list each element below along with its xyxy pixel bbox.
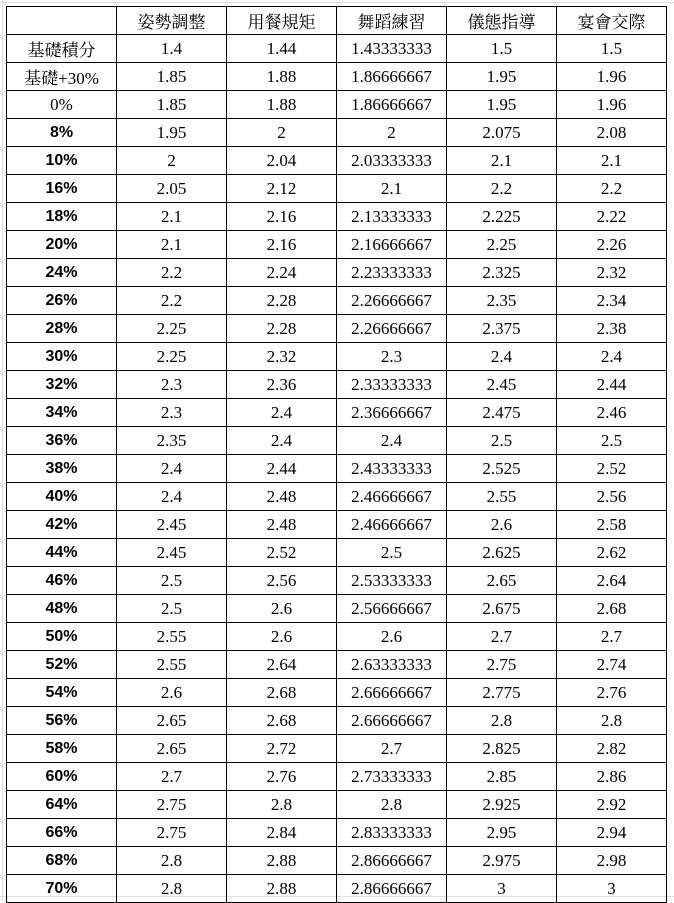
table-cell[interactable]: 2.675 xyxy=(447,595,557,623)
table-cell[interactable]: 2.4 xyxy=(447,343,557,371)
table-cell[interactable]: 2.4 xyxy=(117,455,227,483)
row-label[interactable]: 30% xyxy=(7,343,117,371)
table-cell[interactable]: 2.26666667 xyxy=(337,287,447,315)
table-row xyxy=(7,287,667,315)
row-label[interactable]: 44% xyxy=(7,539,117,567)
table-cell[interactable]: 2.64 xyxy=(557,567,667,595)
row-label[interactable]: 28% xyxy=(7,315,117,343)
table-cell[interactable]: 2.24 xyxy=(227,259,337,287)
table-cell[interactable]: 2.45 xyxy=(117,539,227,567)
table-row xyxy=(7,875,667,903)
table-row xyxy=(7,511,667,539)
row-label[interactable]: 16% xyxy=(7,175,117,203)
table-cell[interactable]: 2.85 xyxy=(447,763,557,791)
table-cell[interactable]: 2.63333333 xyxy=(337,651,447,679)
column-header[interactable]: 用餐規矩 xyxy=(227,7,337,35)
table-cell[interactable]: 2.75 xyxy=(447,651,557,679)
row-label[interactable]: 8% xyxy=(7,119,117,147)
table-cell[interactable]: 2 xyxy=(337,119,447,147)
table-cell[interactable]: 1.44 xyxy=(227,35,337,63)
table-cell[interactable]: 2.58 xyxy=(557,511,667,539)
table-row xyxy=(7,819,667,847)
table-cell[interactable]: 1.86666667 xyxy=(337,91,447,119)
table-row xyxy=(7,595,667,623)
table-cell[interactable]: 2.32 xyxy=(227,343,337,371)
table-cell[interactable]: 2.7 xyxy=(557,623,667,651)
column-header[interactable]: 宴會交際 xyxy=(557,7,667,35)
row-label[interactable]: 20% xyxy=(7,231,117,259)
table-cell[interactable]: 2.16666667 xyxy=(337,231,447,259)
row-label[interactable]: 18% xyxy=(7,203,117,231)
table-cell[interactable]: 2.88 xyxy=(227,875,337,903)
row-label[interactable]: 36% xyxy=(7,427,117,455)
row-label[interactable]: 68% xyxy=(7,847,117,875)
table-cell[interactable]: 2.5 xyxy=(447,427,557,455)
table-row xyxy=(7,679,667,707)
table-cell[interactable]: 2.48 xyxy=(227,511,337,539)
table-cell[interactable]: 2.23333333 xyxy=(337,259,447,287)
table-cell[interactable]: 2.33333333 xyxy=(337,371,447,399)
table-cell[interactable]: 1.5 xyxy=(557,35,667,63)
table-cell[interactable]: 1.96 xyxy=(557,63,667,91)
row-label[interactable]: 52% xyxy=(7,651,117,679)
grid-line xyxy=(0,2,674,3)
table-cell[interactable]: 2.35 xyxy=(117,427,227,455)
table-cell[interactable]: 2.94 xyxy=(557,819,667,847)
table-cell[interactable]: 2.36 xyxy=(227,371,337,399)
table-cell[interactable]: 2.22 xyxy=(557,203,667,231)
table-row xyxy=(7,91,667,119)
table-cell[interactable]: 2.92 xyxy=(557,791,667,819)
row-label[interactable]: 38% xyxy=(7,455,117,483)
table-cell[interactable]: 2.13333333 xyxy=(337,203,447,231)
table-cell[interactable]: 3 xyxy=(447,875,557,903)
table-cell[interactable]: 2.48 xyxy=(227,483,337,511)
table-cell[interactable]: 2.16 xyxy=(227,231,337,259)
table-cell[interactable]: 2.4 xyxy=(227,427,337,455)
table-cell[interactable]: 2.46666667 xyxy=(337,483,447,511)
table-cell[interactable]: 2.56 xyxy=(557,483,667,511)
table-cell[interactable]: 2.075 xyxy=(447,119,557,147)
table-cell[interactable]: 1.86666667 xyxy=(337,63,447,91)
table-cell[interactable]: 2.04 xyxy=(227,147,337,175)
table-cell[interactable]: 2.75 xyxy=(117,819,227,847)
table-row xyxy=(7,567,667,595)
table-cell[interactable]: 2.56666667 xyxy=(337,595,447,623)
column-header[interactable]: 舞蹈練習 xyxy=(337,7,447,35)
table-cell[interactable]: 2.4 xyxy=(557,343,667,371)
table-cell[interactable]: 1.95 xyxy=(447,91,557,119)
table-cell[interactable]: 2.82 xyxy=(557,735,667,763)
table-cell[interactable]: 2.5 xyxy=(117,595,227,623)
table-cell[interactable]: 2.6 xyxy=(227,595,337,623)
table-cell[interactable]: 2.1 xyxy=(557,147,667,175)
table-cell[interactable]: 2.03333333 xyxy=(337,147,447,175)
table-row xyxy=(7,483,667,511)
table-cell[interactable]: 2.6 xyxy=(337,623,447,651)
table-cell[interactable]: 2.625 xyxy=(447,539,557,567)
table-row xyxy=(7,203,667,231)
table-cell[interactable]: 2.3 xyxy=(337,343,447,371)
table-row xyxy=(7,763,667,791)
table-cell[interactable]: 2.12 xyxy=(227,175,337,203)
row-label[interactable]: 64% xyxy=(7,791,117,819)
table-cell[interactable]: 2.2 xyxy=(117,287,227,315)
table-row xyxy=(7,455,667,483)
table-cell[interactable]: 2.45 xyxy=(447,371,557,399)
row-label[interactable]: 34% xyxy=(7,399,117,427)
table-cell[interactable]: 2.08 xyxy=(557,119,667,147)
table-row xyxy=(7,539,667,567)
table-cell[interactable]: 2.66666667 xyxy=(337,707,447,735)
table-row xyxy=(7,175,667,203)
table-cell[interactable]: 2.32 xyxy=(557,259,667,287)
row-label[interactable]: 基礎+30% xyxy=(7,63,117,91)
table-cell[interactable]: 2.225 xyxy=(447,203,557,231)
table-cell[interactable]: 2.8 xyxy=(227,791,337,819)
table-cell[interactable]: 2.325 xyxy=(447,259,557,287)
table-cell[interactable]: 2.64 xyxy=(227,651,337,679)
table-cell[interactable]: 2.56 xyxy=(227,567,337,595)
table-cell[interactable]: 2.825 xyxy=(447,735,557,763)
table-row xyxy=(7,791,667,819)
table-cell[interactable]: 2.72 xyxy=(227,735,337,763)
table-cell[interactable]: 2.68 xyxy=(227,707,337,735)
table-cell[interactable]: 2.86666667 xyxy=(337,875,447,903)
row-label[interactable]: 40% xyxy=(7,483,117,511)
header-row xyxy=(7,7,667,35)
table-cell[interactable]: 1.88 xyxy=(227,91,337,119)
table-cell[interactable]: 2.05 xyxy=(117,175,227,203)
table-cell[interactable]: 2.7 xyxy=(337,735,447,763)
table-row xyxy=(7,651,667,679)
table-cell[interactable]: 2.46 xyxy=(557,399,667,427)
table-cell[interactable]: 2.775 xyxy=(447,679,557,707)
table-cell[interactable]: 1.5 xyxy=(447,35,557,63)
table-row xyxy=(7,343,667,371)
table-cell[interactable]: 2.8 xyxy=(447,707,557,735)
table-cell[interactable]: 2.55 xyxy=(117,651,227,679)
row-label[interactable]: 54% xyxy=(7,679,117,707)
table-cell[interactable]: 2.62 xyxy=(557,539,667,567)
table-cell[interactable]: 1.4 xyxy=(117,35,227,63)
table-cell[interactable]: 2.43333333 xyxy=(337,455,447,483)
table-cell[interactable]: 2.25 xyxy=(117,315,227,343)
table-row xyxy=(7,231,667,259)
table-cell[interactable]: 2.65 xyxy=(117,707,227,735)
table-cell[interactable]: 2.86666667 xyxy=(337,847,447,875)
table-row xyxy=(7,35,667,63)
table-cell[interactable]: 2.7 xyxy=(447,623,557,651)
table-row xyxy=(7,427,667,455)
table-cell[interactable]: 2.7 xyxy=(117,763,227,791)
table-cell[interactable]: 2.4 xyxy=(117,483,227,511)
table-cell[interactable]: 2.8 xyxy=(337,791,447,819)
table-cell[interactable]: 1.43333333 xyxy=(337,35,447,63)
table-cell[interactable]: 2.46666667 xyxy=(337,511,447,539)
table-row xyxy=(7,735,667,763)
table-cell[interactable]: 2.55 xyxy=(447,483,557,511)
row-label[interactable]: 24% xyxy=(7,259,117,287)
table-cell[interactable]: 2.3 xyxy=(117,399,227,427)
table-cell[interactable]: 2.28 xyxy=(227,287,337,315)
table-cell[interactable]: 2.375 xyxy=(447,315,557,343)
table-cell[interactable]: 2.36666667 xyxy=(337,399,447,427)
table-cell[interactable]: 2.35 xyxy=(447,287,557,315)
table-cell[interactable]: 2.6 xyxy=(227,623,337,651)
table-cell[interactable]: 2.975 xyxy=(447,847,557,875)
table-cell[interactable]: 2.52 xyxy=(227,539,337,567)
table-cell[interactable]: 2.28 xyxy=(227,315,337,343)
table-cell[interactable]: 1.85 xyxy=(117,91,227,119)
table-cell[interactable]: 2.44 xyxy=(227,455,337,483)
table-cell[interactable]: 2.25 xyxy=(447,231,557,259)
table-cell[interactable]: 1.96 xyxy=(557,91,667,119)
table-cell[interactable]: 2.98 xyxy=(557,847,667,875)
table-cell[interactable]: 2.38 xyxy=(557,315,667,343)
table-row xyxy=(7,119,667,147)
table-cell[interactable]: 2.1 xyxy=(337,175,447,203)
table-cell[interactable]: 2.2 xyxy=(117,259,227,287)
column-header[interactable]: 姿勢調整 xyxy=(117,7,227,35)
row-label[interactable]: 50% xyxy=(7,623,117,651)
table-cell[interactable]: 2.525 xyxy=(447,455,557,483)
table-cell[interactable]: 2.4 xyxy=(337,427,447,455)
table-cell[interactable]: 1.85 xyxy=(117,63,227,91)
table-row xyxy=(7,259,667,287)
table-cell[interactable]: 2.6 xyxy=(447,511,557,539)
table-cell[interactable]: 2.16 xyxy=(227,203,337,231)
table-cell[interactable]: 2.5 xyxy=(117,567,227,595)
table-cell[interactable]: 1.95 xyxy=(117,119,227,147)
table-cell[interactable]: 2.6 xyxy=(117,679,227,707)
table-cell[interactable]: 2.4 xyxy=(227,399,337,427)
table-row xyxy=(7,147,667,175)
table-cell[interactable]: 2.26666667 xyxy=(337,315,447,343)
table-cell[interactable]: 2.83333333 xyxy=(337,819,447,847)
table-cell[interactable]: 2.1 xyxy=(117,203,227,231)
table-cell[interactable]: 2.95 xyxy=(447,819,557,847)
table-cell[interactable]: 2.86 xyxy=(557,763,667,791)
table-cell[interactable]: 1.95 xyxy=(447,63,557,91)
column-header[interactable]: 儀態指導 xyxy=(447,7,557,35)
row-label[interactable]: 70% xyxy=(7,875,117,903)
table-cell[interactable]: 2 xyxy=(117,147,227,175)
corner-cell[interactable] xyxy=(7,7,117,35)
table-cell[interactable]: 2.76 xyxy=(557,679,667,707)
table-cell[interactable]: 2.66666667 xyxy=(337,679,447,707)
table-row xyxy=(7,399,667,427)
table-cell[interactable]: 2.75 xyxy=(117,791,227,819)
table-cell[interactable]: 2.53333333 xyxy=(337,567,447,595)
row-label[interactable]: 10% xyxy=(7,147,117,175)
table-cell[interactable]: 2.34 xyxy=(557,287,667,315)
table-row xyxy=(7,847,667,875)
row-label[interactable]: 66% xyxy=(7,819,117,847)
row-label[interactable]: 42% xyxy=(7,511,117,539)
table-cell[interactable]: 2.84 xyxy=(227,819,337,847)
table-cell[interactable]: 2.2 xyxy=(557,175,667,203)
row-label[interactable]: 48% xyxy=(7,595,117,623)
table-cell[interactable]: 2.74 xyxy=(557,651,667,679)
table-cell[interactable]: 2.1 xyxy=(117,231,227,259)
row-label[interactable]: 32% xyxy=(7,371,117,399)
table-row xyxy=(7,707,667,735)
table-cell[interactable]: 2.65 xyxy=(447,567,557,595)
table-cell[interactable]: 2.55 xyxy=(117,623,227,651)
table-cell[interactable]: 2.65 xyxy=(117,735,227,763)
table-cell[interactable]: 2.1 xyxy=(447,147,557,175)
table-cell[interactable]: 2.88 xyxy=(227,847,337,875)
table-cell[interactable]: 2.2 xyxy=(447,175,557,203)
table-cell[interactable]: 2.8 xyxy=(117,847,227,875)
table-row xyxy=(7,63,667,91)
table-cell[interactable]: 2.475 xyxy=(447,399,557,427)
table-cell[interactable]: 2.5 xyxy=(557,427,667,455)
table-cell[interactable]: 2.5 xyxy=(337,539,447,567)
row-label[interactable]: 基礎積分 xyxy=(7,35,117,63)
table-cell[interactable]: 2.68 xyxy=(557,595,667,623)
score-table xyxy=(6,6,667,903)
row-label[interactable]: 58% xyxy=(7,735,117,763)
table-row xyxy=(7,371,667,399)
row-label[interactable]: 60% xyxy=(7,763,117,791)
table-cell[interactable]: 1.88 xyxy=(227,63,337,91)
table-cell[interactable]: 2.73333333 xyxy=(337,763,447,791)
grid-line xyxy=(2,0,3,900)
table-cell[interactable]: 2.45 xyxy=(117,511,227,539)
table-cell[interactable]: 3 xyxy=(557,875,667,903)
table-cell[interactable]: 2.8 xyxy=(557,707,667,735)
table-cell[interactable]: 2.76 xyxy=(227,763,337,791)
row-label[interactable]: 56% xyxy=(7,707,117,735)
table-cell[interactable]: 2.44 xyxy=(557,371,667,399)
table-cell[interactable]: 2.26 xyxy=(557,231,667,259)
row-label[interactable]: 26% xyxy=(7,287,117,315)
table-cell[interactable]: 2.68 xyxy=(227,679,337,707)
table-body xyxy=(7,7,667,903)
table-cell[interactable]: 2.925 xyxy=(447,791,557,819)
table-cell[interactable]: 2.52 xyxy=(557,455,667,483)
row-label[interactable]: 46% xyxy=(7,567,117,595)
table-row xyxy=(7,315,667,343)
table-cell[interactable]: 2.8 xyxy=(117,875,227,903)
row-label[interactable]: 0% xyxy=(7,91,117,119)
table-cell[interactable]: 2.25 xyxy=(117,343,227,371)
table-cell[interactable]: 2 xyxy=(227,119,337,147)
table-cell[interactable]: 2.3 xyxy=(117,371,227,399)
table-row xyxy=(7,623,667,651)
